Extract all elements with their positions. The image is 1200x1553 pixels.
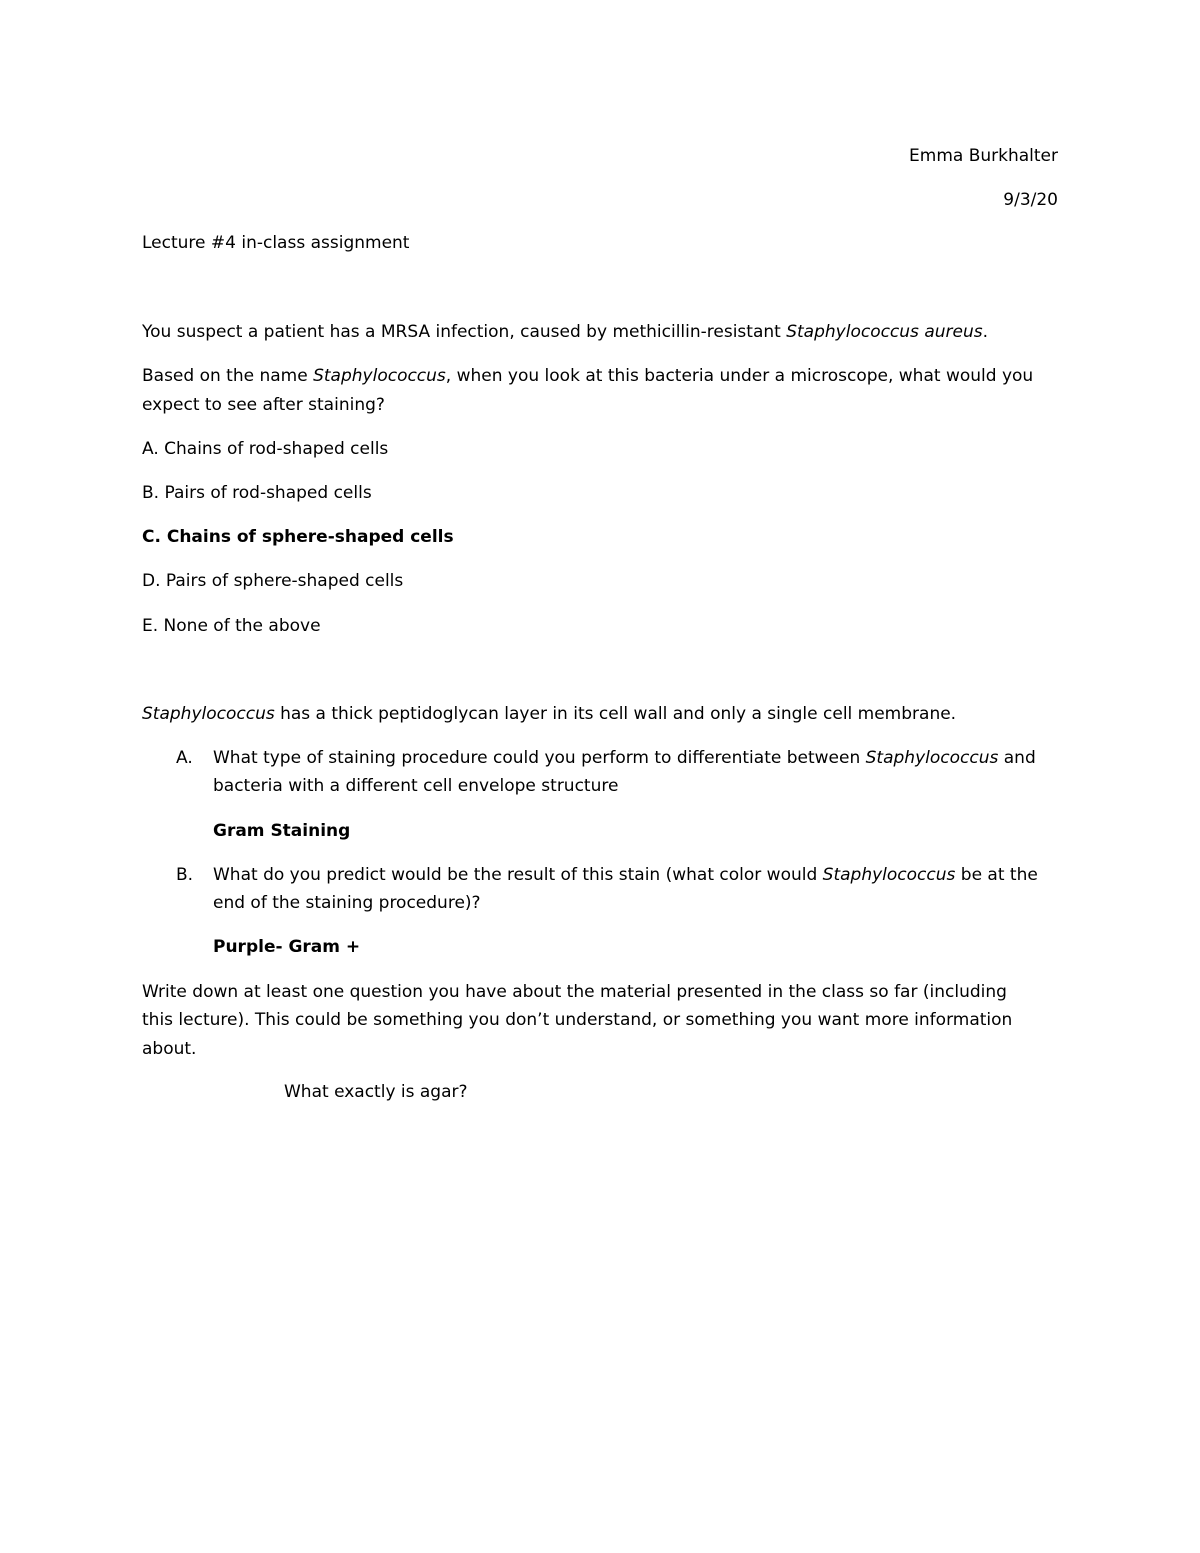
question1-option-d: D. Pairs of sphere-shaped cells: [142, 571, 404, 591]
question1-prompt-line2: expect to see after staining?: [142, 395, 385, 415]
question1-option-e: E. None of the above: [142, 616, 321, 636]
question2-part-b-genus: Staphylococcus: [822, 865, 956, 885]
question1-intro-species: Staphylococcus aureus: [786, 322, 983, 342]
question2-part-a-answer: Gram Staining: [213, 821, 351, 841]
question2-part-b-answer: Purple- Gram +: [213, 937, 361, 957]
question2-part-b-text2: be at the: [955, 865, 1038, 885]
question2-part-a-genus: Staphylococcus: [865, 748, 999, 768]
question1-prompt-text2: , when you look at this bacteria under a microscope, what would you: [445, 366, 1034, 386]
question2-part-a-line2: bacteria with a different cell envelope structure: [213, 776, 619, 796]
assignment-title: Lecture #4 in-class assignment: [142, 233, 410, 253]
question1-intro-text: You suspect a patient has a MRSA infection, caused by methicillin-resistant: [142, 322, 787, 342]
question2-part-a-line1: [213, 744, 1036, 772]
question3-answer: What exactly is agar?: [284, 1082, 468, 1102]
question1-option-b: B. Pairs of rod-shaped cells: [142, 483, 372, 503]
question3-line3: about.: [142, 1039, 197, 1059]
question1-prompt-text: Based on the name: [142, 366, 314, 386]
question1-intro: [142, 318, 988, 346]
question1-intro-end: .: [982, 322, 988, 342]
question1-prompt-line1: [142, 362, 1033, 390]
question3-line2: this lecture). This could be something you don’t understand, or something you want more information: [142, 1010, 1013, 1030]
assignment-date: 9/3/20: [1003, 190, 1058, 210]
question1-option-a: A. Chains of rod-shaped cells: [142, 439, 389, 459]
question2-intro: [142, 700, 956, 728]
question2-part-b-line2: end of the staining procedure)?: [213, 893, 481, 913]
question2-part-b-marker: B.: [176, 865, 194, 885]
question2-part-a-marker: A.: [176, 748, 193, 768]
question1-option-c-selected: C. Chains of sphere-shaped cells: [142, 527, 454, 547]
question2-part-b-line1: [213, 861, 1038, 889]
question2-intro-genus: Staphylococcus: [142, 704, 275, 724]
question2-part-a-text2: and: [998, 748, 1036, 768]
question2-intro-text: has a thick peptidoglycan layer in its cell wall and only a single cell membrane.: [274, 704, 957, 724]
question2-part-b-text: What do you predict would be the result of this stain (what color would: [213, 865, 823, 885]
question2-part-a-text: What type of staining procedure could you perform to differentiate between: [213, 748, 866, 768]
question1-prompt-genus: Staphylococcus: [313, 366, 446, 386]
author-name: Emma Burkhalter: [909, 146, 1058, 166]
question3-line1: Write down at least one question you have about the material presented in the class so far (including: [142, 982, 1007, 1002]
